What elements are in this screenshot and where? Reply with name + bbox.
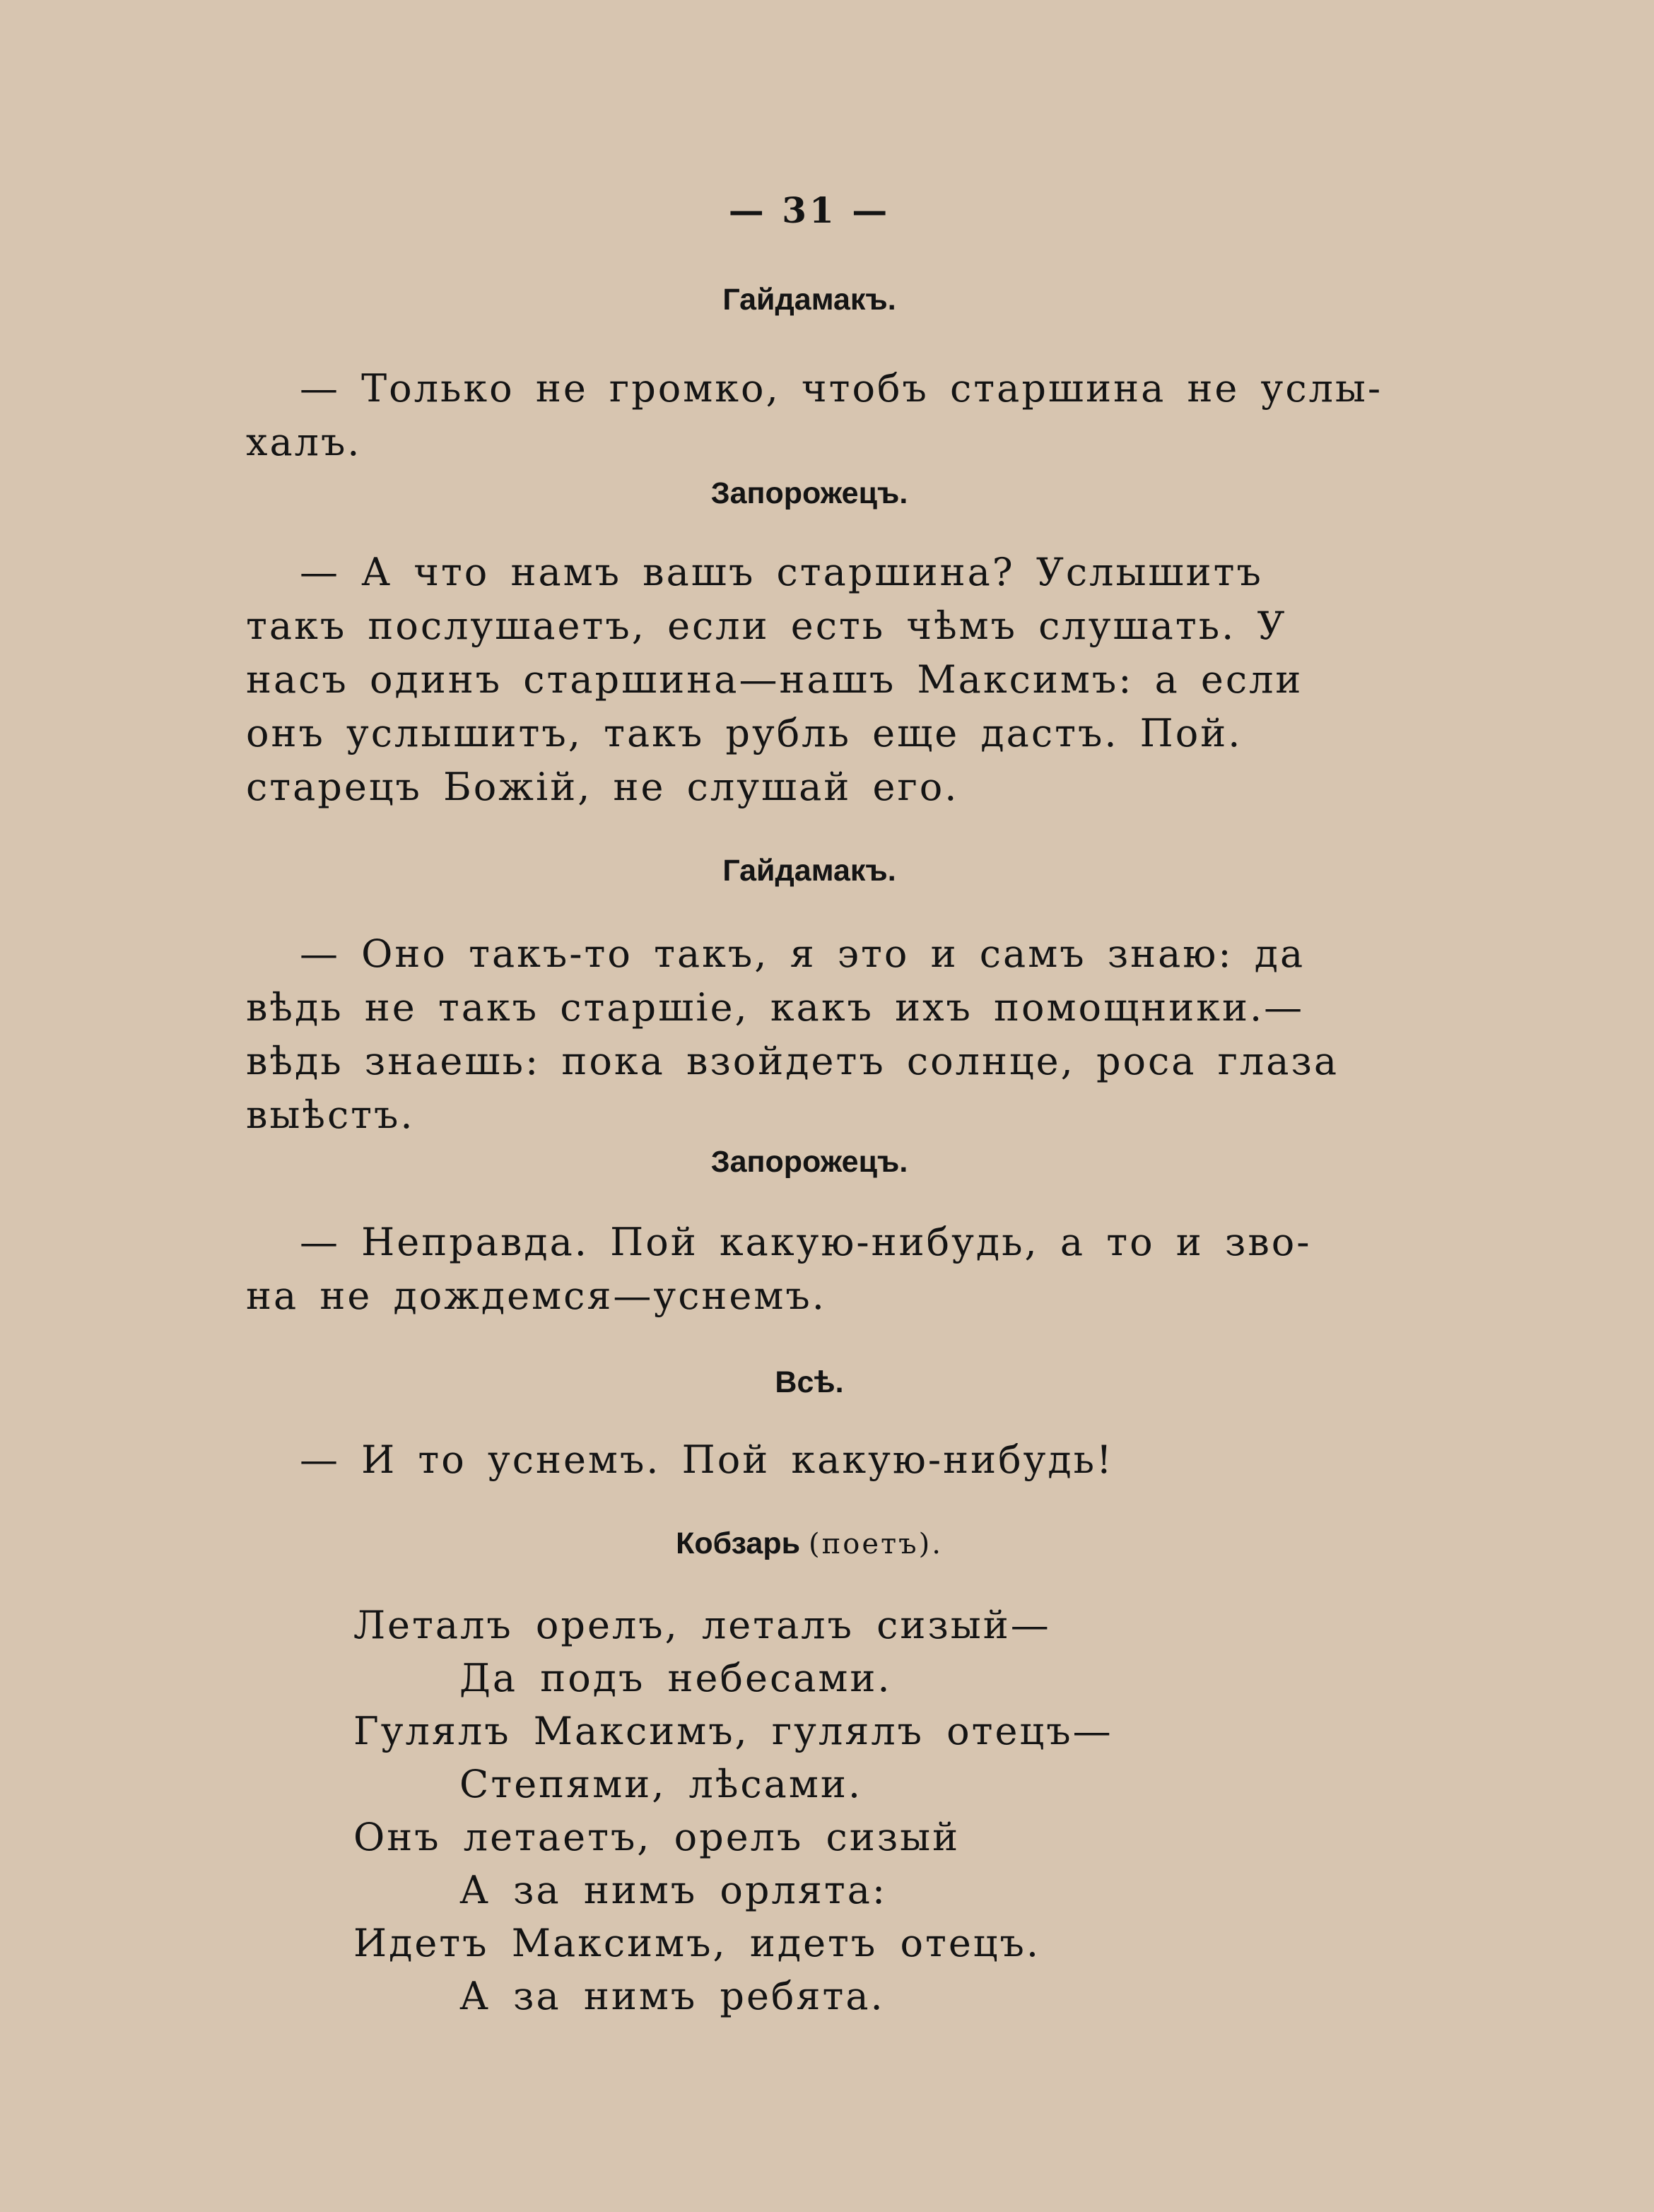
speaker-heading: Гайдамакъ.: [722, 283, 896, 317]
text-line: — Неправда. Пой какую-нибудь, а то и зво-: [300, 1220, 1312, 1264]
poem-line: Леталъ орелъ, леталъ сизый—: [353, 1603, 1051, 1647]
text-line: — И то уснемъ. Пой какую-нибудь!: [300, 1437, 1114, 1482]
text-line: вѣдь не такъ старшіе, какъ ихъ помощники.—: [246, 985, 1305, 1030]
dialogue-paragraph: [246, 1433, 1398, 1487]
text-line: — Оно такъ-то такъ, я это и самъ знаю: да: [300, 931, 1306, 976]
text-line: — А что намъ вашъ старшина? Услышитъ: [300, 550, 1263, 594]
text-line: онъ услышитъ, такъ рубль еще дастъ. Пой.: [246, 711, 1243, 755]
text-line: халъ.: [246, 420, 362, 464]
poem-line: Идетъ Максимъ, идетъ отецъ.: [353, 1921, 1041, 1965]
poem-line: А за нимъ орлята:: [459, 1868, 888, 1912]
dialogue-paragraph: [246, 362, 1398, 469]
poem-line: А за нимъ ребята.: [459, 1974, 885, 2018]
text-line: насъ одинъ старшина—нашъ Максимъ: а если: [246, 657, 1303, 702]
speaker-name: Кобзарь: [676, 1526, 801, 1560]
page-number: — 31 —: [728, 189, 891, 231]
dialogue-paragraph: [246, 927, 1398, 1142]
poem: [353, 1599, 1272, 2023]
stage-direction: (поетъ).: [808, 1528, 943, 1560]
speaker-heading: [0, 1526, 1619, 1561]
text-line: вѣдь знаешь: пока взойдетъ солнце, роса глаза: [246, 1039, 1339, 1083]
text-line: старецъ Божій, не слушай его.: [246, 765, 959, 809]
dialogue-paragraph: [246, 546, 1398, 814]
text-line: выѣстъ.: [246, 1093, 415, 1137]
speaker-heading: Запорожецъ.: [710, 1145, 908, 1179]
poem-line: Гулялъ Максимъ, гулялъ отецъ—: [353, 1709, 1113, 1753]
poem-line: Онъ летаетъ, орелъ сизый: [353, 1815, 961, 1859]
text-line: такъ послушаетъ, если есть чѣмъ слушать. У: [246, 604, 1287, 648]
poem-line: Степями, лѣсами.: [459, 1762, 862, 1806]
speaker-heading: Запорожецъ.: [710, 476, 908, 510]
text-line: — Только не громко, чтобъ старшина не услы-: [300, 366, 1383, 411]
speaker-heading: Всѣ.: [775, 1365, 844, 1399]
text-line: на не дождемся—уснемъ.: [246, 1273, 826, 1318]
poem-line: Да подъ небесами.: [459, 1656, 892, 1700]
dialogue-paragraph: [246, 1216, 1398, 1323]
speaker-heading: Гайдамакъ.: [722, 854, 896, 888]
